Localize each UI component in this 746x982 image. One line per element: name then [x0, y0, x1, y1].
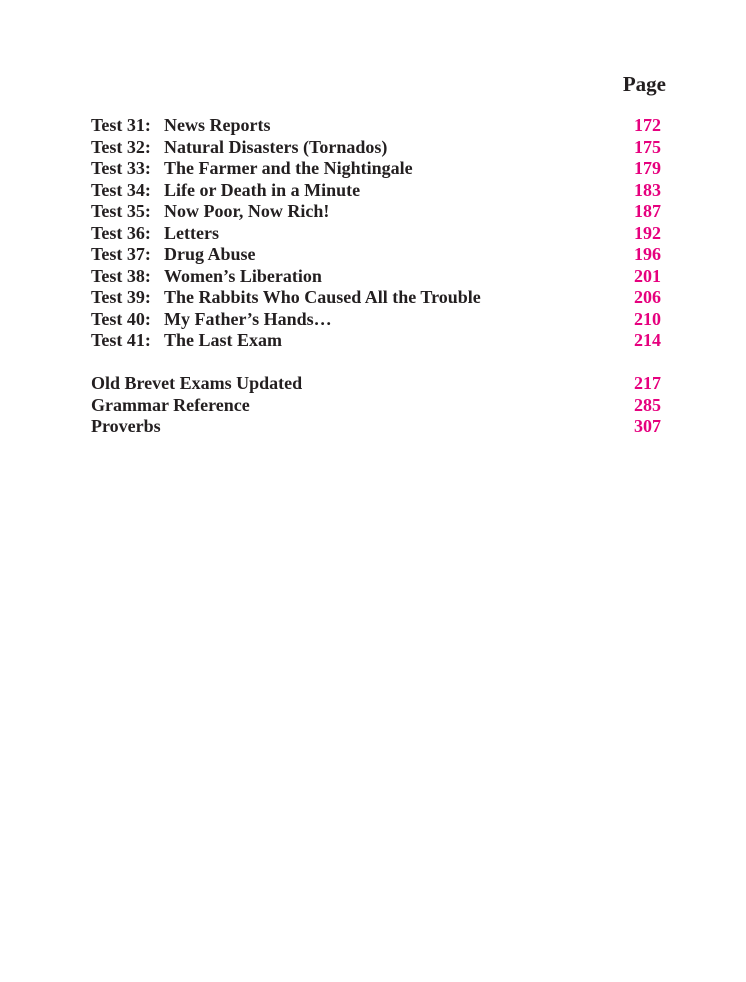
section-title: Grammar Reference	[91, 394, 250, 415]
toc-entry-title-group	[91, 223, 219, 245]
page-number: 192	[634, 222, 661, 243]
toc-entry	[91, 416, 661, 438]
test-number-label: Test 32:	[91, 136, 151, 157]
test-number-label: Test 37:	[91, 244, 151, 264]
appendix-entries	[91, 373, 661, 438]
page-number: 196	[634, 244, 661, 264]
page-number: 307	[634, 416, 661, 436]
toc-entry-title-group	[91, 158, 413, 180]
test-number-label: Test 38:	[91, 265, 151, 286]
page-number: 214	[634, 330, 661, 350]
page-number: 217	[634, 373, 661, 393]
test-title: Women’s Liberation	[164, 265, 322, 286]
toc-entry	[91, 266, 661, 288]
test-title: News Reports	[164, 115, 271, 135]
test-number-label: Test 36:	[91, 222, 151, 243]
test-number-label: Test 33:	[91, 158, 151, 178]
test-entries	[91, 115, 661, 352]
test-number-label: Test 40:	[91, 308, 151, 329]
table-of-contents	[91, 115, 661, 438]
toc-entry-title-group	[91, 287, 481, 309]
page-number: 183	[634, 179, 661, 200]
toc-entry	[91, 373, 661, 395]
page-number: 179	[634, 158, 661, 178]
test-title: Life or Death in a Minute	[164, 179, 361, 200]
test-title: My Father’s Hands…	[164, 308, 332, 329]
toc-entry-title-group	[91, 201, 329, 223]
test-number-label: Test 34:	[91, 179, 151, 200]
section-gap	[91, 352, 661, 374]
toc-entry	[91, 244, 661, 266]
page-number: 201	[634, 265, 661, 286]
toc-entry	[91, 137, 661, 159]
test-title: The Rabbits Who Caused All the Trouble	[164, 287, 481, 307]
test-number-label: Test 35:	[91, 201, 151, 221]
page-number: 172	[634, 115, 661, 135]
toc-entry	[91, 201, 661, 223]
toc-entry	[91, 395, 661, 417]
section-title: Proverbs	[91, 416, 161, 436]
toc-entry-title-group	[91, 180, 360, 202]
toc-entry	[91, 158, 661, 180]
test-number-label: Test 39:	[91, 287, 151, 307]
test-number-label: Test 41:	[91, 330, 151, 350]
toc-entry	[91, 115, 661, 137]
test-title: Letters	[164, 222, 219, 243]
section-title: Old Brevet Exams Updated	[91, 373, 303, 393]
page-number: 210	[634, 308, 661, 329]
page-number: 187	[634, 201, 661, 221]
toc-entry	[91, 309, 661, 331]
page-number: 175	[634, 136, 661, 157]
page-column-heading: Page	[622, 72, 666, 96]
toc-entry-title-group	[91, 137, 387, 159]
toc-entry-title-group	[91, 244, 256, 266]
test-number-label: Test 31:	[91, 115, 151, 135]
toc-entry	[91, 180, 661, 202]
toc-entry-title-group	[91, 309, 332, 331]
test-title: Now Poor, Now Rich!	[164, 201, 330, 221]
page-number: 285	[634, 394, 661, 415]
toc-entry	[91, 330, 661, 352]
toc-entry	[91, 223, 661, 245]
toc-entry-title-group	[91, 266, 322, 288]
page-number: 206	[634, 287, 661, 307]
test-title: Drug Abuse	[164, 244, 256, 264]
toc-entry-title-group	[91, 115, 270, 137]
test-title: The Last Exam	[164, 330, 283, 350]
test-title: The Farmer and the Nightingale	[164, 158, 413, 178]
toc-entry-title-group	[91, 330, 282, 352]
toc-entry	[91, 287, 661, 309]
test-title: Natural Disasters (Tornados)	[164, 136, 388, 157]
